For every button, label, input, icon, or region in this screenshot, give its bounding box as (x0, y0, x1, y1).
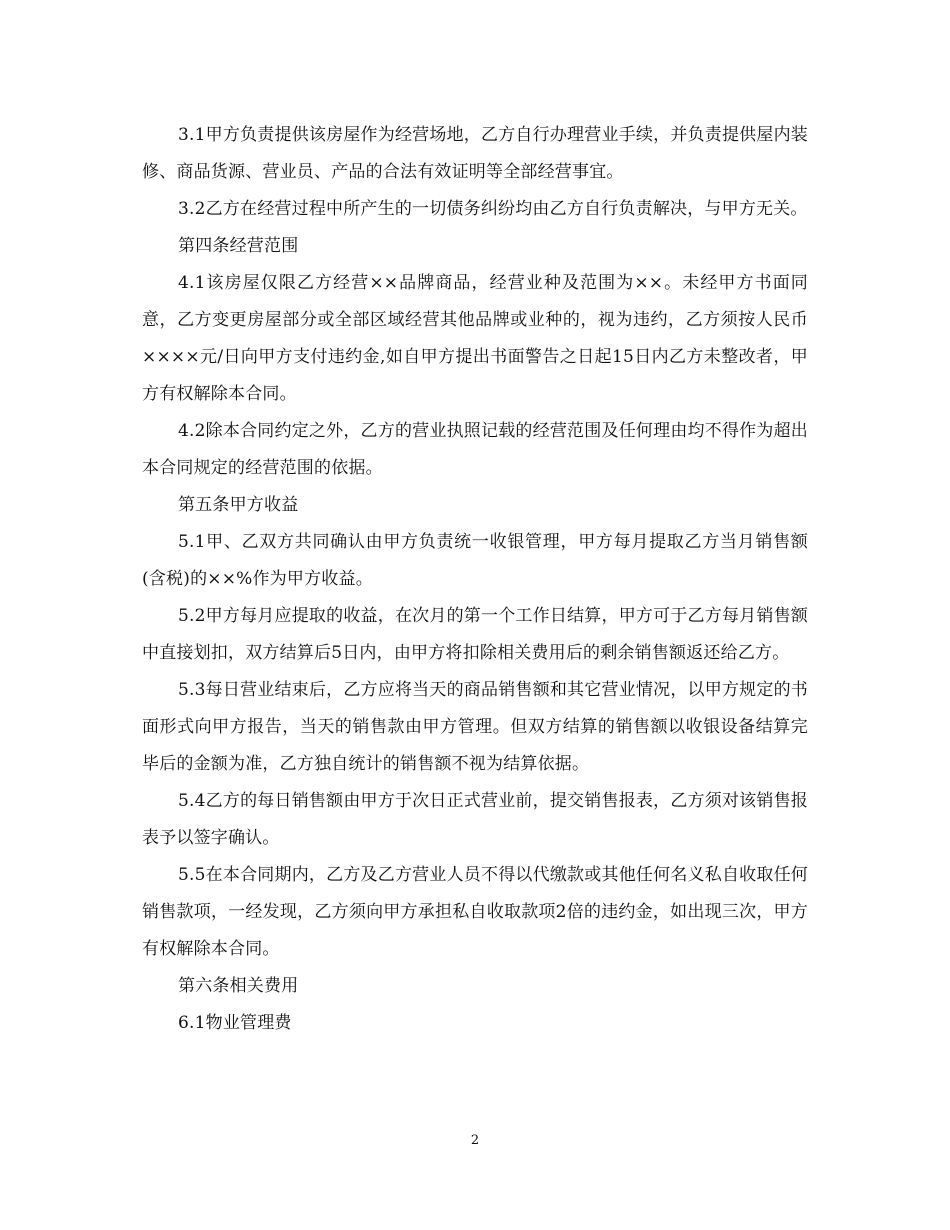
section-heading-article-5: 第五条甲方收益 (178, 495, 299, 515)
page-number: 2 (470, 1133, 480, 1148)
clause-3-1: 3.1甲方负责提供该房屋作为经营场地，乙方自行办理营业手续，并负责提供屋内装修、商品货源、营业员、产品的合法有效证明等全部经营事宜。 (142, 125, 808, 182)
clause-3-2: 3.2乙方在经营过程中所产生的一切债务纠纷均由乙方自行负责解决，与甲方无关。 (178, 199, 808, 219)
clause-5-2: 5.2甲方每月应提取的收益，在次月的第一个工作日结算，甲方可于乙方每月销售额中直接划扣，双方结算后5日内，由甲方将扣除相关费用后的剩余销售额返还给乙方。 (142, 606, 808, 663)
section-heading-article-6: 第六条相关费用 (178, 976, 299, 996)
clause-5-3: 5.3每日营业结束后，乙方应将当天的商品销售额和其它营业情况，以甲方规定的书面形式向甲方报告，当天的销售款由甲方管理。但双方结算的销售额以收银设备结算完毕后的金额为准，乙方独自统计的销售额不视为结算依据。 (142, 680, 808, 774)
clause-6-1: 6.1物业管理费 (178, 1013, 292, 1033)
section-heading-article-4: 第四条经营范围 (178, 236, 299, 256)
document-body (142, 117, 808, 1042)
clause-5-4: 5.4乙方的每日销售额由甲方于次日正式营业前，提交销售报表，乙方须对该销售报表予以签字确认。 (142, 791, 808, 848)
clause-5-5: 5.5在本合同期内，乙方及乙方营业人员不得以代缴款或其他任何名义私自收取任何销售款项，一经发现，乙方须向甲方承担私自收取款项2倍的违约金，如出现三次，甲方有权解除本合同。 (142, 865, 808, 959)
clause-4-1: 4.1该房屋仅限乙方经营××品牌商品，经营业种及范围为××。未经甲方书面同意，乙方变更房屋部分或全部区域经营其他品牌或业种的，视为违约，乙方须按人民币××××元/日向甲方支付违约金,如自甲方提出书面警告之日起15日内乙方未整改者，甲方有权解除本合同。 (142, 273, 808, 404)
clause-5-1: 5.1甲、乙双方共同确认由甲方负责统一收银管理，甲方每月提取乙方当月销售额(含税)的××%作为甲方收益。 (142, 532, 808, 589)
clause-4-2: 4.2除本合同约定之外，乙方的营业执照记载的经营范围及任何理由均不得作为超出本合同规定的经营范围的依据。 (142, 421, 808, 478)
